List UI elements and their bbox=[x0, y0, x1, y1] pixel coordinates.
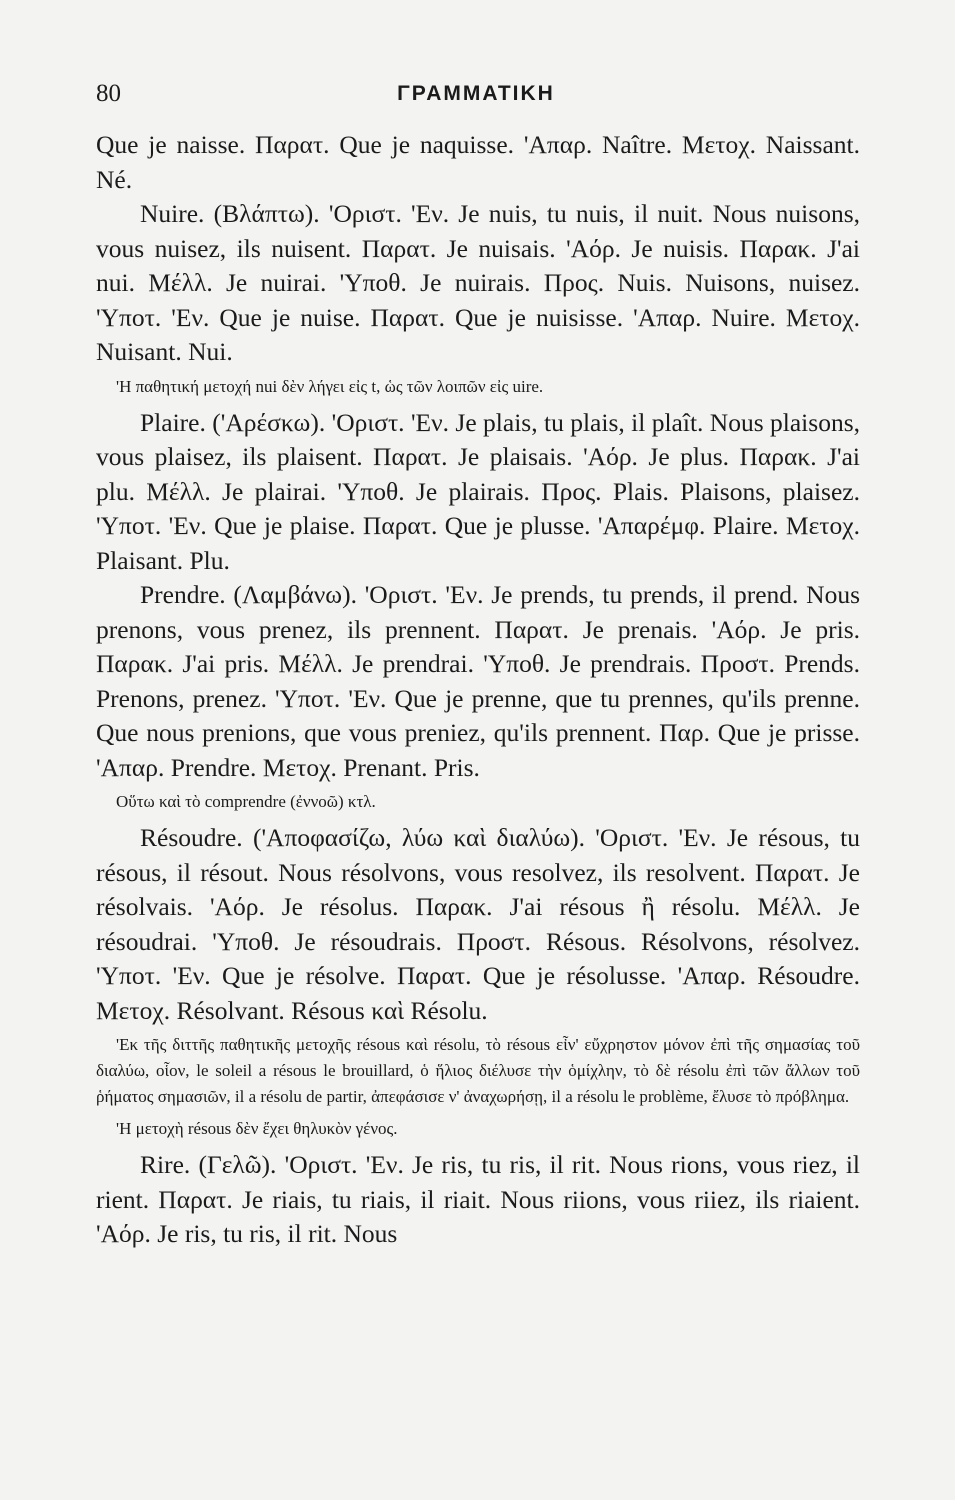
note-prendre: Οὕτω καὶ τὸ comprendre (ἐννοῶ) κτλ. bbox=[116, 792, 376, 811]
running-title: ΓΡΑΜΜΑΤΙΚΗ bbox=[397, 82, 555, 105]
paragraph-nuire: Nuire. (Βλάπτω). 'Οριστ. 'Εν. Je nuis, tu nuis, il nuit. Nous nuisons, vous nuisez, ils nuisent. Παρατ. Je nuisais. 'Αόρ. Je nuisis. Παρακ. J'ai nui. Μέλλ. Je nuirai. 'Υποθ. Je nuirais. Προς. Nuis. Nuisons, nuisez. 'Υποτ. 'Εν. Que je nuise. Παρατ. Que je nuisisse. 'Απαρ. Nuire. Μετοχ. Nuisant. Nui. bbox=[96, 199, 860, 366]
note-nuire: 'Η παθητική μετοχή nui δὲν λήγει εἰς t, ὡς τῶν λοιπῶν εἰς uire. bbox=[116, 376, 544, 396]
page-number: 80 bbox=[96, 80, 121, 107]
paragraph-plaire: Plaire. ('Αρέσκω). 'Οριστ. 'Εν. Je plais, tu plais, il plaît. Nous plaisons, vous plaisez, ils plaisent. Παρατ. Je plaisais. 'Αόρ. Je plus. Παρακ. J'ai plu. Μέλλ. Je plairai. 'Υποθ. Je plairais. Προς. Plais. Plaisons, plaisez. 'Υποτ. 'Εν. Que je plaise. Παρατ. Que je plusse. 'Απαρέμφ. Plaire. Μετοχ. Plaisant. Plu. bbox=[96, 407, 860, 575]
paragraph-prendre: Prendre. (Λαμβάνω). 'Οριστ. 'Εν. Je prends, tu prends, il prend. Nous prenons, vous prenez, ils prennent. Παρατ. Je prenais. 'Αόρ. Je pris. Παρακ. J'ai pris. Μέλλ. Je prendrai. 'Υποθ. Je prendrais. Προστ. Prends. Prenons, prenez. 'Υποτ. 'Εν. Que je prenne, que tu prennes, qu'ils prenne. Que nous prenions, que vous preniez, qu'ils prennent. Παρ. Que je prisse. 'Απαρ. Prendre. Μετοχ. Prenant. Pris. bbox=[96, 580, 860, 782]
note-resoudre-1: 'Εκ τῆς διττῆς παθητικῆς μετοχῆς résous καὶ résolu, τὸ résous εἶν' εὔχρηστον μόνον ἐπὶ τῆς σημασίας τοῦ διαλύω, οἷον, le soleil a résous le brouillard, ὁ ἥλιος διέλυσε τὴν ὁμίχλην, τὸ δὲ résolu ἐπὶ τῶν ἄλλων τοῦ ῥήματος σημασιῶν, il a résolu de partir, ἀπεφάσισε ν' ἀναχωρήσῃ, il a résolu le problème, ἔλυσε τὸ πρόβλημα. bbox=[96, 1035, 860, 1106]
page-body bbox=[96, 128, 860, 1252]
paragraph-rire: Rire. (Γελῶ). 'Οριστ. 'Εν. Je ris, tu ris, il rit. Nous rions, vous riez, il rient. Παρατ. Je riais, tu riais, il riait. Nous riions, vous riiez, ils riaient. 'Αόρ. Je ris, tu ris, il rit. Nous bbox=[96, 1150, 860, 1248]
page-header bbox=[96, 80, 856, 120]
paragraph-naitre-end: Que je naisse. Παρατ. Que je naquisse. 'Απαρ. Naître. Μετοχ. Naissant. Né. bbox=[96, 130, 860, 194]
note-resoudre-2: 'Η μετοχὴ résous δὲν ἔχει θηλυκὸν γένος. bbox=[116, 1119, 398, 1138]
paragraph-resoudre: Résoudre. ('Αποφασίζω, λύω καὶ διαλύω). 'Οριστ. 'Εν. Je résous, tu résous, il résout. Nous résolvons, vous resolvez, ils resolvent. Παρατ. Je résolvais. 'Αόρ. Je résolus. Παρακ. J'ai résous ἢ résolu. Μέλλ. Je résoudrai. 'Υποθ. Je résoudrais. Προστ. Résous. Résolvons, résolvez. 'Υποτ. 'Εν. Que je résolve. Παρατ. Que je résolusse. 'Απαρ. Résoudre. Μετοχ. Résolvant. Résous καὶ Résolu. bbox=[96, 823, 860, 1025]
